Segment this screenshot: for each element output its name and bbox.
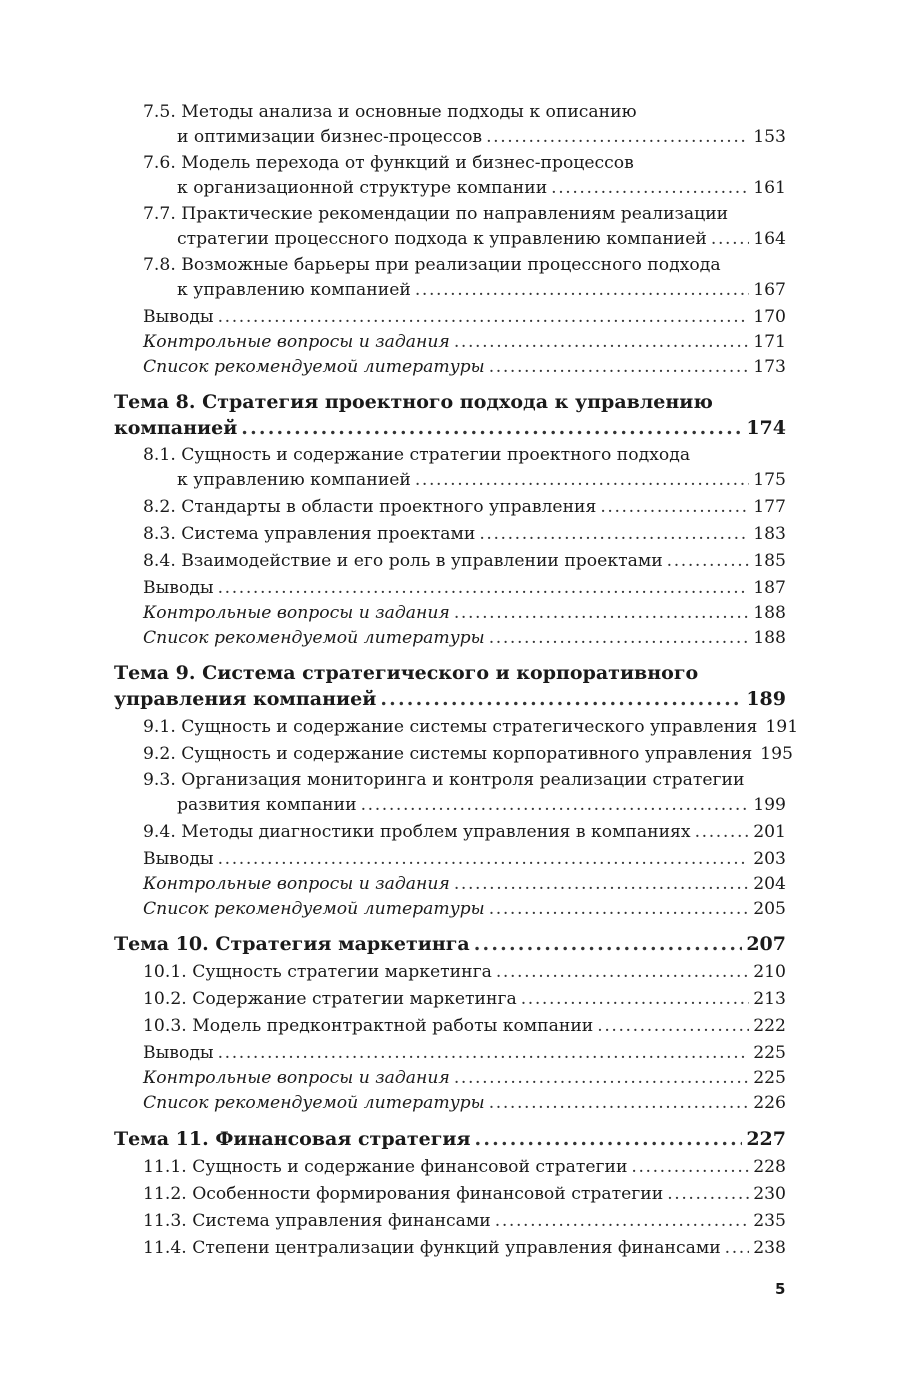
toc-entry-t10-literature: Список рекомендуемой литературы ..... 226: [143, 1091, 786, 1115]
page-ref: 222: [753, 1016, 786, 1036]
page-ref: 188: [753, 628, 786, 648]
dot-leader: [454, 330, 749, 354]
dot-leader: [241, 416, 742, 440]
dot-leader: [218, 305, 750, 329]
toc-entry-8-1-line2: к управлению компанией ..... 175: [177, 468, 786, 492]
dot-leader: [489, 355, 750, 379]
dot-leader: [218, 847, 750, 871]
toc-entry-t7-questions: Контрольные вопросы и задания ..... 171: [143, 330, 786, 354]
page-ref: 205: [753, 899, 786, 919]
toc-entry-t8-summary: Выводы ..... 187: [143, 576, 786, 600]
page-ref: 164: [753, 229, 786, 249]
dot-leader: [600, 495, 749, 519]
dot-leader: [380, 687, 742, 711]
toc-entry-7-5-line1: 7.5. Методы анализа и основные подходы к описанию: [143, 102, 637, 122]
toc-entry-11-1: 11.1. Сущность и содержание финансовой стратегии ..... 228: [143, 1155, 786, 1179]
page-ref: 170: [753, 307, 786, 327]
dot-leader: [631, 1155, 749, 1179]
page-ref: 191: [765, 717, 799, 737]
toc-topic-9-line2: управления компанией ..... 189: [114, 687, 786, 711]
toc-entry-t7-literature: Список рекомендуемой литературы ..... 173: [143, 355, 786, 379]
page-ref: 210: [753, 962, 786, 982]
page-ref: 201: [753, 822, 786, 842]
dot-leader: [489, 626, 750, 650]
dot-leader: [454, 1066, 749, 1090]
dot-leader: [551, 176, 749, 200]
toc-entry-t8-literature: Список рекомендуемой литературы ..... 188: [143, 626, 786, 650]
page-ref: 226: [753, 1093, 786, 1113]
toc-entry-7-6-line2: к организационной структуре компании ..... 161: [177, 176, 786, 200]
page-ref: 199: [753, 795, 786, 815]
dot-leader: [218, 576, 750, 600]
page-ref: 228: [753, 1157, 786, 1177]
toc-entry-7-7-line2: стратегии процессного подхода к управлению компанией ..... 164: [177, 227, 786, 251]
toc-entry-t9-summary: Выводы ..... 203: [143, 847, 786, 871]
dot-leader: [495, 1209, 749, 1233]
toc-entry-7-8-line1: 7.8. Возможные барьеры при реализации процессного подхода: [143, 255, 721, 275]
page-ref: 174: [746, 417, 786, 439]
dot-leader: [695, 820, 750, 844]
toc-entry-7-7-line1: 7.7. Практические рекомендации по направлениям реализации: [143, 204, 729, 224]
toc-topic-8-line2: компанией ..... 174: [114, 416, 786, 440]
toc-entry-9-1: 9.1. Сущность и содержание системы стратегического управления 191: [143, 717, 799, 737]
page-ref: 230: [753, 1184, 786, 1204]
dot-leader: [486, 125, 749, 149]
dot-leader: [415, 468, 749, 492]
dot-leader: [489, 1091, 750, 1115]
dot-leader: [475, 1127, 743, 1151]
toc-entry-t10-questions: Контрольные вопросы и задания ..... 225: [143, 1066, 786, 1090]
page-ref: 171: [753, 332, 786, 352]
page-number: 5: [775, 1280, 786, 1298]
dot-leader: [479, 522, 749, 546]
toc-entry-11-2: 11.2. Особенности формирования финансовой стратегии ..... 230: [143, 1182, 786, 1206]
dot-leader: [454, 601, 749, 625]
dot-leader: [489, 897, 750, 921]
dot-leader: [454, 872, 749, 896]
page-ref: 213: [753, 989, 786, 1009]
toc-entry-8-1-line1: 8.1. Сущность и содержание стратегии проектного подхода: [143, 445, 691, 465]
page-ref: 227: [746, 1128, 786, 1150]
page-ref: 185: [753, 551, 786, 571]
toc-entry-10-1: 10.1. Сущность стратегии маркетинга ..... 210: [143, 960, 786, 984]
page-ref: 204: [753, 874, 786, 894]
page-ref: 167: [753, 280, 786, 300]
toc-entry-8-3: 8.3. Система управления проектами ..... 183: [143, 522, 786, 546]
page-ref: 173: [753, 357, 786, 377]
toc-entry-t10-summary: Выводы ..... 225: [143, 1041, 786, 1065]
toc-entry-8-4: 8.4. Взаимодействие и его роль в управлении проектами ..... 185: [143, 549, 786, 573]
dot-leader: [597, 1014, 749, 1038]
dot-leader: [218, 1041, 750, 1065]
toc-entry-8-2: 8.2. Стандарты в области проектного управления ..... 177: [143, 495, 786, 519]
page-ref: 187: [753, 578, 786, 598]
page-ref: 177: [753, 497, 786, 517]
toc-topic-11: Тема 11. Финансовая стратегия ..... 227: [114, 1127, 786, 1151]
toc-topic-10: Тема 10. Стратегия маркетинга ..... 207: [114, 932, 786, 956]
dot-leader: [711, 227, 749, 251]
toc-entry-10-2: 10.2. Содержание стратегии маркетинга ..... 213: [143, 987, 786, 1011]
dot-leader: [521, 987, 749, 1011]
dot-leader: [667, 549, 750, 573]
page-ref: 183: [753, 524, 786, 544]
dot-leader: [415, 278, 749, 302]
toc-entry-10-3: 10.3. Модель предконтрактной работы компании ..... 222: [143, 1014, 786, 1038]
page-ref: 189: [746, 688, 786, 710]
toc-entry-t8-questions: Контрольные вопросы и задания ..... 188: [143, 601, 786, 625]
page-ref: 203: [753, 849, 786, 869]
dot-leader: [667, 1182, 749, 1206]
page-ref: 235: [753, 1211, 786, 1231]
dot-leader: [474, 932, 743, 956]
page-ref: 207: [746, 933, 786, 955]
page-ref: 161: [753, 178, 786, 198]
page-ref: 225: [753, 1043, 786, 1063]
toc-entry-t9-literature: Список рекомендуемой литературы ..... 205: [143, 897, 786, 921]
page-ref: 188: [753, 603, 786, 623]
toc-topic-9-line1: Тема 9. Система стратегического и корпоративного: [114, 662, 699, 684]
dot-leader: [725, 1236, 750, 1260]
toc-entry-11-4: 11.4. Степени централизации функций управления финансами ..... 238: [143, 1236, 786, 1260]
toc-entry-7-6-line1: 7.6. Модель перехода от функций и бизнес-процессов: [143, 153, 634, 173]
dot-leader: [361, 793, 750, 817]
toc-entry-7-5-line2: и оптимизации бизнес-процессов ..... 153: [177, 125, 786, 149]
page-ref: 153: [753, 127, 786, 147]
page-ref: 175: [753, 470, 786, 490]
toc-entry-9-3-line1: 9.3. Организация мониторинга и контроля реализации стратегии: [143, 770, 745, 790]
toc-entry-11-3: 11.3. Система управления финансами ..... 235: [143, 1209, 786, 1233]
toc-entry-7-8-line2: к управлению компанией ..... 167: [177, 278, 786, 302]
toc-entry-9-4: 9.4. Методы диагностики проблем управления в компаниях ..... 201: [143, 820, 786, 844]
toc-entry-9-3-line2: развития компании ..... 199: [177, 793, 786, 817]
page-ref: 225: [753, 1068, 786, 1088]
toc-entry-t7-summary: Выводы ..... 170: [143, 305, 786, 329]
page-ref: 195: [760, 744, 793, 764]
toc-topic-8-line1: Тема 8. Стратегия проектного подхода к управлению: [114, 391, 713, 413]
page-ref: 238: [753, 1238, 786, 1258]
toc-entry-9-2: 9.2. Сущность и содержание системы корпоративного управления 195: [143, 744, 793, 764]
dot-leader: [496, 960, 749, 984]
toc-entry-t9-questions: Контрольные вопросы и задания ..... 204: [143, 872, 786, 896]
